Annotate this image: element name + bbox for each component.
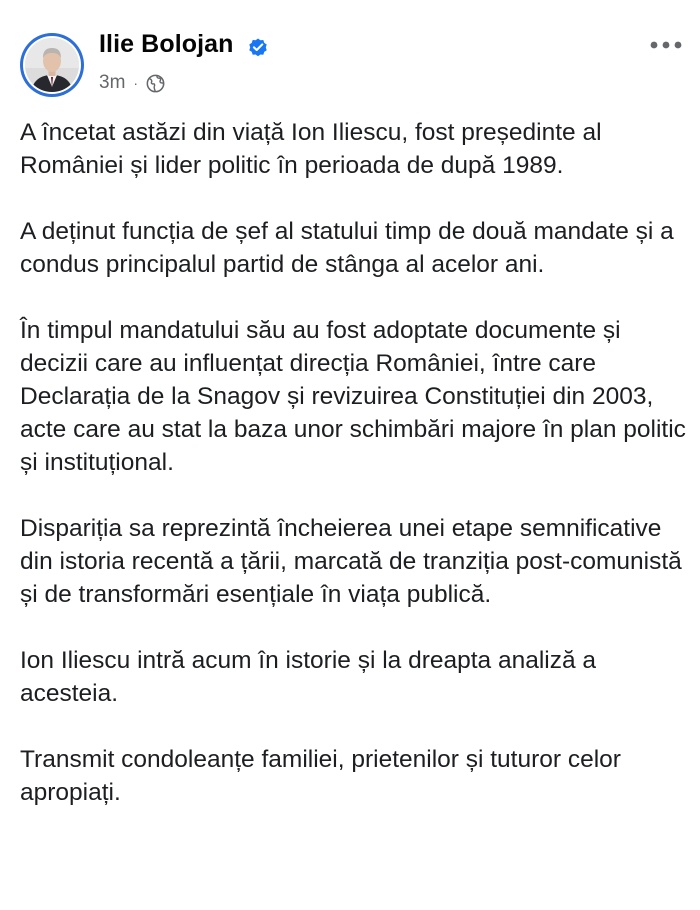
post-paragraph: Ion Iliescu intră acum în istorie și la dreapta analiză a acesteia. <box>20 647 597 707</box>
post-paragraph: A deținut funcția de șef al statului timp de două mandate și a condus principalul partid de stânga al acelor ani. <box>20 218 674 278</box>
post-paragraph: În timpul mandatului său au fost adoptate documente și decizii care au influențat direcția României, între care Declarația de la Snagov și revizuirea Constituției din 2003, acte care au stat la baza unor schimbări majore în plan politic și instituțional. <box>20 317 686 476</box>
avatar-photo-frame <box>23 36 81 94</box>
post-paragraph: A încetat astăzi din viață Ion Iliescu, fost președinte al României și lider politic în perioada de după 1989. <box>20 119 602 179</box>
post-timestamp[interactable]: 3m <box>99 72 126 93</box>
post-body <box>20 116 688 809</box>
verified-badge-icon <box>247 36 269 58</box>
meta-separator: · <box>133 75 139 91</box>
post-meta <box>99 70 165 96</box>
more-options-button[interactable] <box>644 30 688 60</box>
author-name[interactable]: Ilie Bolojan <box>99 30 234 58</box>
post-header <box>0 0 700 110</box>
avatar[interactable] <box>20 33 84 97</box>
post-paragraph: Transmit condoleanțe familiei, prietenilor și tuturor celor apropiați. <box>20 746 621 806</box>
globe-icon[interactable] <box>146 74 165 93</box>
avatar-portrait-icon <box>25 38 79 92</box>
more-options-icon <box>649 40 683 50</box>
post-paragraph: Dispariția sa reprezintă încheierea unei etape semnificative din istoria recentă a țării, marcată de tranziția post-comunistă și de transformări esențiale în viața publică. <box>20 515 682 608</box>
